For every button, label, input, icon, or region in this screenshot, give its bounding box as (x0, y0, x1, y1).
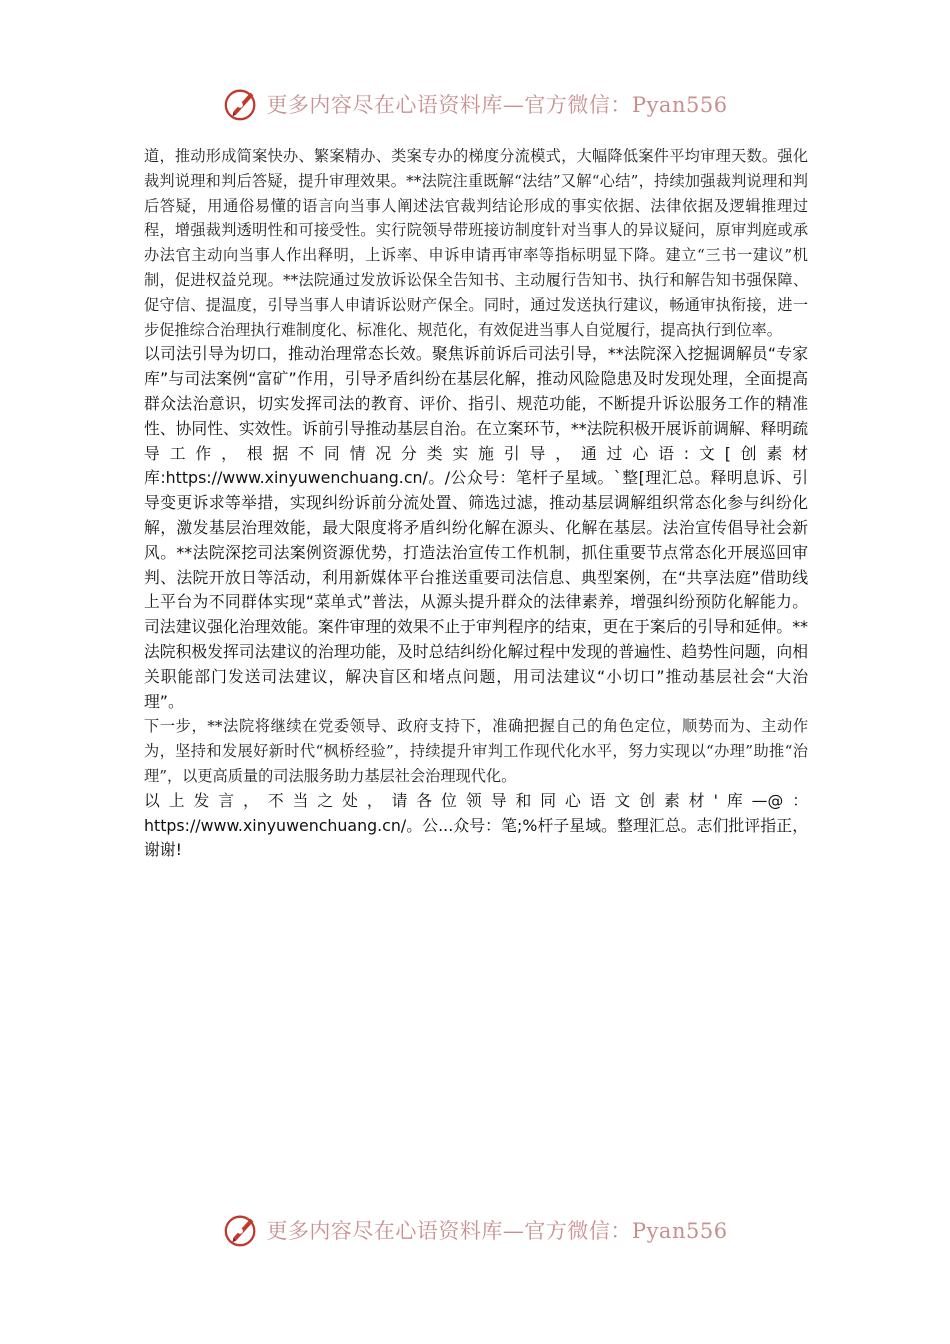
paragraph-next-steps: 下一步，**法院将继续在党委领导、政府支持下，准确把握自己的角色定位，顺势而为、主动作为，坚持和发展好新时代“枫桥经验”，持续提升审判工作现代化水平，努力实现以“办理”助推“治理”，以更高质量的司法服务助力基层社会治理现代化。 (144, 717, 808, 785)
footer-watermark-banner (0, 1208, 950, 1252)
header-watermark-banner (0, 82, 950, 126)
document-body (144, 144, 808, 863)
pen-logo-icon (222, 1211, 260, 1249)
footer-banner-text: 更多内容尽在心语资料库—官方微信：Pyan556 (266, 1219, 728, 1243)
paragraph-judicial-guidance: 以司法引导为切口，推动治理常态长效。聚焦诉前诉后司法引导，**法院深入挖掘调解员“专家库”与司法案例“富矿”作用，引导矛盾纠纷在基层化解，推动风险隐患及时发现处理，全面提高群众法治意识，切实发挥司法的教育、评价、指引、规范功能，不断提升诉讼服务工作的精准性、协同性、实效性。诉前引导推动基层自治。在立案环节，**法院积极开展诉前调解、释明疏导工作，根据不同情况分类实施引导，通过心语:文[创素材库:https://www.xinyuwenchuang.cn/。/公众号：笔杆子星域。`整[理汇总。释明息诉、引导变更诉求等举措，实现纠纷诉前分流处置、筛选过滤，推动基层调解组织常态化参与纠纷化解，激发基层治理效能，最大限度将矛盾纠纷化解在源头、化解在基层。法治宣传倡导社会新风。**法院深挖司法案例资源优势，打造法治宣传工作机制，抓住重要节点常态化开展巡回审判、法院开放日等活动，利用新媒体平台推送重要司法信息、典型案例，在“共享法庭”借助线上平台为不同群体实现“菜单式”普法，从源头提升群众的法律素养，增强纠纷预防化解能力。司法建议强化治理效能。案件审理的效果不止于审判程序的结束，更在于案后的引导和延伸。**法院积极发挥司法建议的治理功能，及时总结纠纷化解过程中发现的普遍性、趋势性问题，向相关职能部门发送司法建议，解决盲区和堵点问题，用司法建议“小切口”推动基层社会“大治理”。 (144, 344, 808, 711)
paragraph-closing-remarks: 以上发言，不当之处，请各位领导和同心语文创素材'库—@：https://www.xinyuwenchuang.cn/。公...众号：笔;%杆子星域。整理汇总。志们批评指正，谢谢! (144, 790, 808, 860)
pen-logo-icon (222, 85, 260, 123)
paragraph-trial-efficiency: 道，推动形成简案快办、繁案精办、类案专办的梯度分流模式，大幅降低案件平均审理天数。强化裁判说理和判后答疑，提升审理效果。**法院注重既解“法结”又解“心结”，持续加强裁判说理和判后答疑，用通俗易懂的语言向当事人阐述法官裁判结论形成的事实依据、法律依据及逻辑推理过程，增强裁判透明性和可接受性。实行院领导带班接访制度针对当事人的异议疑问，原审判庭或承办法官主动向当事人作出释明，上诉率、申诉申请再审率等指标明显下降。建立“三书一建议”机制，促进权益兑现。**法院通过发放诉讼保全告知书、主动履行告知书、执行和解告知书强保障、促守信、提温度，引导当事人申请诉讼财产保全。同时，通过发送执行建议，畅通审执衔接，进一步促推综合治理执行难制度化、标准化、规范化，有效促进当事人自觉履行，提高执行到位率。 (144, 147, 808, 339)
header-banner-text: 更多内容尽在心语资料库—官方微信：Pyan556 (266, 93, 728, 117)
